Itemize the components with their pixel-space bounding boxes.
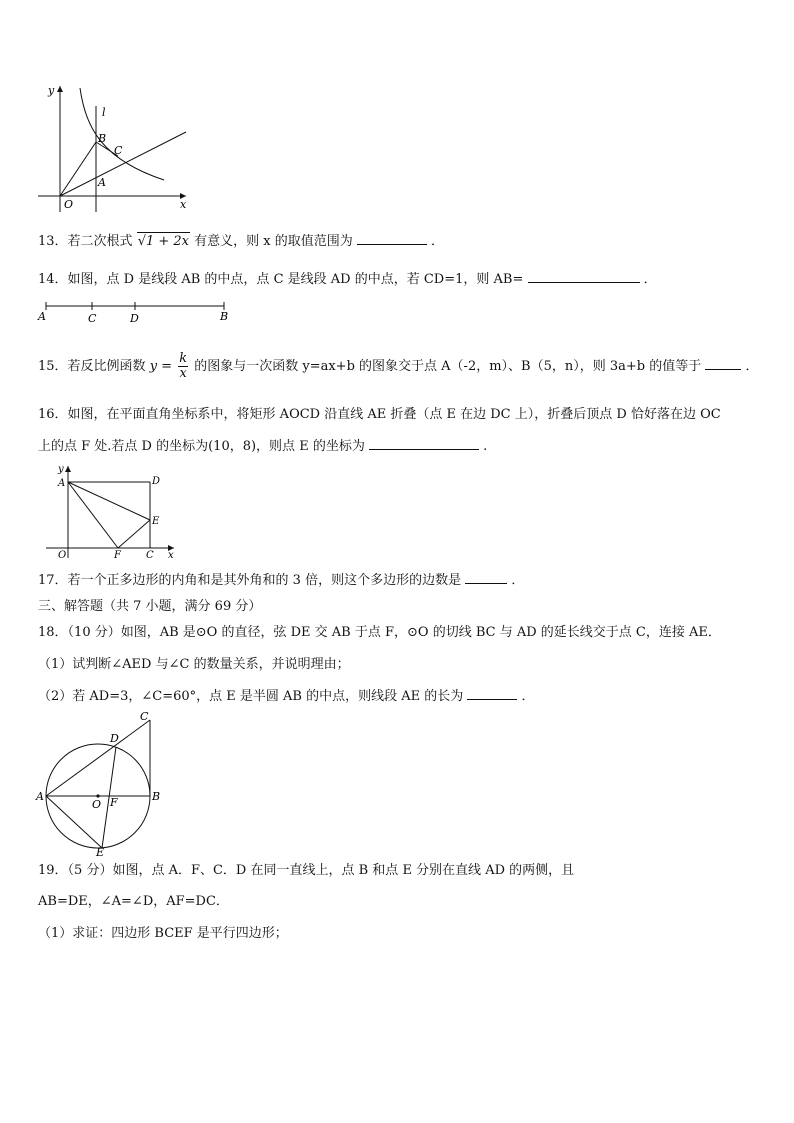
- question-16-line2: [38, 437, 487, 456]
- q16-line2-text: 上的点 F 处.若点 D 的坐标为(10，8)，则点 E 的坐标为: [38, 439, 365, 454]
- question-19-part1: [38, 925, 288, 943]
- q19-stem-text: 19．（5 分）如图，点 A．F、C．D 在同一直线上，点 B 和点 E 分别在直线 AD 的两侧，且: [38, 863, 575, 878]
- q15-lhs: y =: [149, 359, 173, 374]
- figure-rectangle-fold: [42, 462, 182, 562]
- q14-label-C: C: [88, 312, 97, 325]
- q18-part1-text: （1）试判断∠AED 与∠C 的数量关系，并说明理由；: [38, 657, 350, 672]
- q15-answer-blank[interactable]: [705, 357, 741, 370]
- q13-radical: √1 + 2x: [137, 234, 190, 249]
- question-19-stem: [38, 862, 574, 880]
- q16-label-O: O: [58, 550, 67, 561]
- question-13: [38, 232, 444, 251]
- q18-label-F: F: [110, 796, 118, 809]
- q17-answer-blank[interactable]: [465, 571, 507, 584]
- fig1-label-y: y: [48, 84, 55, 97]
- q16-line1-text: 16．如图，在平面直角坐标系中，将矩形 AOCD 沿直线 AE 折叠（点 E 在边 DC 上），折叠后顶点 D 恰好落在边 OC: [38, 407, 721, 422]
- q13-end: ．: [431, 234, 445, 249]
- q13-prefix: 13．若二次根式: [38, 234, 133, 249]
- question-18-part2: [38, 687, 535, 706]
- fig1-label-O: O: [64, 198, 74, 211]
- question-16-line1: [38, 406, 721, 424]
- q16-label-F: F: [114, 550, 121, 561]
- q19-line2-text: AB=DE，∠A=∠D，AF=DC．: [38, 894, 229, 909]
- q16-label-C: C: [146, 550, 154, 561]
- q18-label-C: C: [140, 710, 149, 723]
- q18-label-D: D: [110, 732, 119, 745]
- q15-denominator: x: [179, 366, 187, 381]
- q18-label-A: A: [36, 790, 44, 803]
- section-3-text: 三、解答题（共 7 小题，满分 69 分）: [38, 599, 262, 614]
- fig1-label-A: A: [98, 176, 106, 189]
- q17-text: 17．若一个正多边形的内角和是其外角和的 3 倍，则这个多边形的边数是: [38, 573, 462, 588]
- q13-answer-blank[interactable]: [357, 232, 427, 245]
- q14-label-A: A: [38, 310, 46, 323]
- figure-line-segment: [34, 298, 244, 326]
- q16-end: .: [483, 439, 488, 454]
- fig1-label-l: l: [102, 106, 106, 119]
- q15-fraction: [178, 352, 188, 381]
- question-18-part1: [38, 656, 350, 674]
- q15-suffix: 的图象与一次函数 y=ax+b 的图象交于点 A（-2，m）、B（5，n），则 3a+b 的值等于: [194, 359, 702, 374]
- question-17: [38, 571, 524, 590]
- q18-label-O: O: [92, 798, 102, 811]
- fig1-label-B: B: [98, 132, 107, 145]
- fig1-label-C: C: [114, 144, 123, 157]
- question-15: [38, 352, 759, 382]
- q18-stem-text: 18．（10 分）如图，AB 是⊙O 的直径，弦 DE 交 AB 于点 F，⊙O 的切线 BC 与 AD 的延长线交于点 C，连接 AE．: [38, 625, 721, 640]
- q14-answer-blank[interactable]: [528, 270, 640, 283]
- q15-end: ．: [745, 359, 759, 374]
- q14-text: 14．如图，点 D 是线段 AB 的中点，点 C 是线段 AD 的中点，若 CD=1，则 AB=: [38, 272, 524, 287]
- q18-label-E: E: [96, 846, 105, 858]
- q17-end: ．: [511, 573, 525, 588]
- q14-end: ．: [643, 272, 657, 287]
- q16-label-A: A: [58, 478, 66, 489]
- figure-circle-tangent: [34, 708, 168, 858]
- question-19-line2: [38, 893, 229, 911]
- q16-answer-blank[interactable]: [369, 437, 479, 450]
- q19-part1-text: （1）求证：四边形 BCEF 是平行四边形；: [38, 926, 288, 941]
- figure-hyperbola-graph: [34, 80, 194, 215]
- q15-numerator: k: [179, 351, 188, 366]
- section-3-heading: [38, 598, 261, 616]
- q18-label-B: B: [152, 790, 161, 803]
- q13-suffix: 有意义，则 x 的取值范围为: [194, 234, 353, 249]
- q18-answer-blank[interactable]: [467, 687, 517, 700]
- q14-label-D: D: [130, 312, 139, 325]
- q16-label-y: y: [58, 464, 64, 475]
- q16-label-x: x: [168, 550, 174, 561]
- q18-part2-text: （2）若 AD=3，∠C=60°，点 E 是半圆 AB 的中点，则线段 AE 的长为: [38, 689, 464, 704]
- q16-label-D: D: [152, 476, 161, 487]
- q14-label-B: B: [220, 310, 229, 323]
- q15-prefix: 15．若反比例函数: [38, 359, 146, 374]
- q18-end: ．: [521, 689, 535, 704]
- question-18-stem: [38, 624, 721, 642]
- q13-radicand: 1 + 2x: [145, 234, 190, 249]
- question-14: [38, 270, 657, 289]
- fig1-label-x: x: [180, 198, 187, 211]
- q16-label-E: E: [152, 516, 160, 527]
